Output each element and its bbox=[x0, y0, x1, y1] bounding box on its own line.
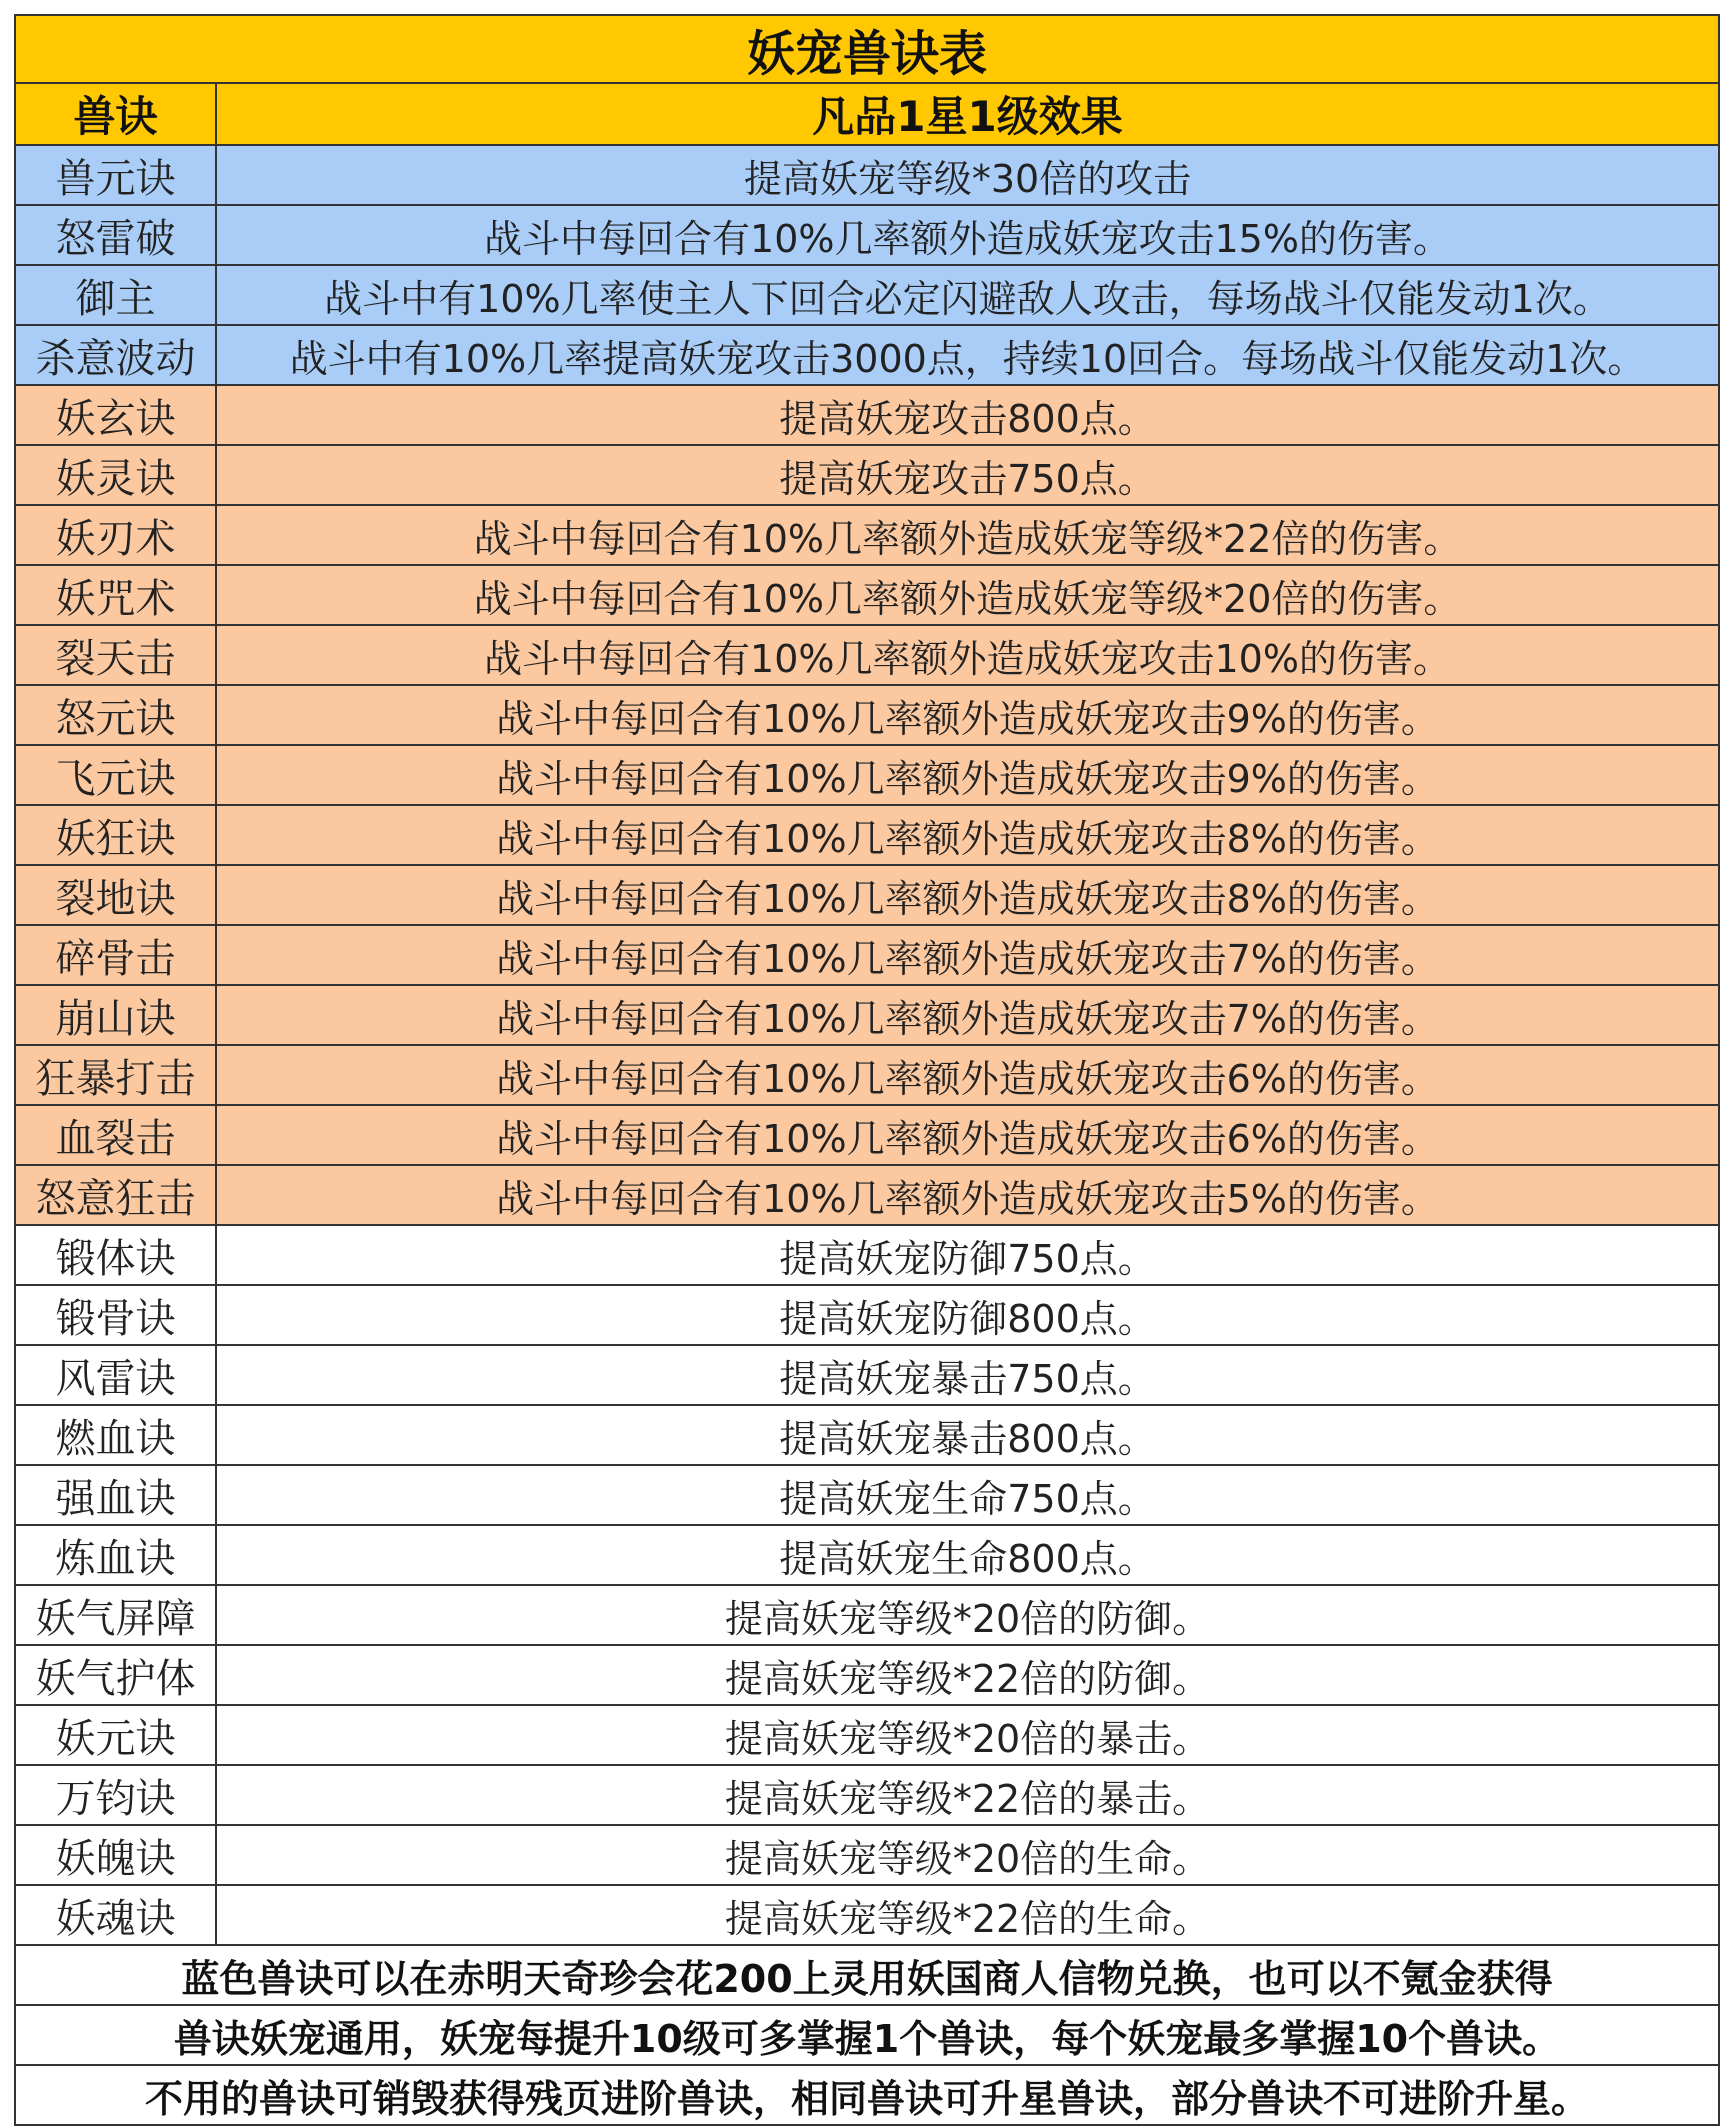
table-row bbox=[16, 1766, 1718, 1826]
skill-effect: 战斗中每回合有10%几率额外造成妖宠攻击8%的伤害。 bbox=[496, 876, 1439, 921]
table-row bbox=[16, 1826, 1718, 1886]
skill-effect: 战斗中每回合有10%几率额外造成妖宠攻击7%的伤害。 bbox=[496, 996, 1439, 1041]
table-row bbox=[16, 866, 1718, 926]
skill-name: 燃血诀 bbox=[16, 1406, 217, 1464]
skill-name: 妖咒术 bbox=[16, 566, 217, 624]
skill-name: 怒雷破 bbox=[16, 206, 217, 264]
skill-name: 妖玄诀 bbox=[16, 386, 217, 444]
table-row bbox=[16, 686, 1718, 746]
skill-effect: 提高妖宠等级*20倍的暴击。 bbox=[724, 1716, 1211, 1761]
table-header-row bbox=[16, 84, 1718, 146]
table-row bbox=[16, 1586, 1718, 1646]
column-header-name: 兽诀 bbox=[16, 84, 217, 144]
skill-name: 锻骨诀 bbox=[16, 1286, 217, 1344]
skill-name: 妖魄诀 bbox=[16, 1826, 217, 1884]
note-row bbox=[16, 2006, 1718, 2066]
table-row bbox=[16, 1046, 1718, 1106]
table-row bbox=[16, 146, 1718, 206]
skill-name: 怒元诀 bbox=[16, 686, 217, 744]
skill-name: 血裂击 bbox=[16, 1106, 217, 1164]
table-row bbox=[16, 1286, 1718, 1346]
table-row bbox=[16, 326, 1718, 386]
skill-effect: 提高妖宠攻击750点。 bbox=[779, 456, 1156, 501]
table-title-row bbox=[16, 16, 1718, 84]
skill-effect: 提高妖宠等级*22倍的暴击。 bbox=[724, 1776, 1211, 1821]
skill-name: 飞元诀 bbox=[16, 746, 217, 804]
table-row bbox=[16, 1166, 1718, 1226]
note-row bbox=[16, 1946, 1718, 2006]
skill-effect: 提高妖宠暴击800点。 bbox=[779, 1416, 1156, 1461]
skill-effect: 提高妖宠等级*30倍的攻击 bbox=[743, 156, 1192, 201]
table-row bbox=[16, 566, 1718, 626]
skill-effect: 战斗中每回合有10%几率额外造成妖宠攻击6%的伤害。 bbox=[496, 1116, 1439, 1161]
table-row bbox=[16, 626, 1718, 686]
table-row bbox=[16, 1526, 1718, 1586]
skill-name: 妖气屏障 bbox=[16, 1586, 217, 1644]
skill-name: 裂地诀 bbox=[16, 866, 217, 924]
skill-effect: 战斗中每回合有10%几率额外造成妖宠等级*22倍的伤害。 bbox=[473, 516, 1462, 561]
skill-table bbox=[14, 14, 1720, 2126]
skill-effect: 提高妖宠生命750点。 bbox=[779, 1476, 1156, 1521]
skill-name: 万钧诀 bbox=[16, 1766, 217, 1824]
skill-effect: 提高妖宠生命800点。 bbox=[779, 1536, 1156, 1581]
table-row bbox=[16, 1886, 1718, 1946]
table-row bbox=[16, 1706, 1718, 1766]
skill-name: 碎骨击 bbox=[16, 926, 217, 984]
skill-name: 怒意狂击 bbox=[16, 1166, 217, 1224]
table-row bbox=[16, 386, 1718, 446]
skill-effect: 战斗中每回合有10%几率额外造成妖宠攻击9%的伤害。 bbox=[496, 696, 1439, 741]
skill-name: 兽元诀 bbox=[16, 146, 217, 204]
skill-effect: 战斗中每回合有10%几率额外造成妖宠攻击15%的伤害。 bbox=[484, 216, 1451, 261]
skill-effect: 战斗中有10%几率提高妖宠攻击3000点，持续10回合。每场战斗仅能发动1次。 bbox=[289, 336, 1646, 381]
skill-name: 妖灵诀 bbox=[16, 446, 217, 504]
note-text: 兽诀妖宠通用，妖宠每提升10级可多掌握1个兽诀，每个妖宠最多掌握10个兽诀。 bbox=[173, 2016, 1561, 2061]
table-row bbox=[16, 1466, 1718, 1526]
skill-name: 狂暴打击 bbox=[16, 1046, 217, 1104]
table-row bbox=[16, 926, 1718, 986]
skill-effect: 提高妖宠防御800点。 bbox=[779, 1296, 1156, 1341]
table-row bbox=[16, 1106, 1718, 1166]
table-title: 妖宠兽诀表 bbox=[746, 25, 987, 82]
table-row bbox=[16, 1406, 1718, 1466]
skill-name: 炼血诀 bbox=[16, 1526, 217, 1584]
skill-name: 妖魂诀 bbox=[16, 1886, 217, 1944]
skill-effect: 提高妖宠暴击750点。 bbox=[779, 1356, 1156, 1401]
skill-effect: 提高妖宠等级*20倍的防御。 bbox=[724, 1596, 1211, 1641]
skill-name: 锻体诀 bbox=[16, 1226, 217, 1284]
skill-effect: 提高妖宠等级*20倍的生命。 bbox=[724, 1836, 1211, 1881]
skill-effect: 提高妖宠等级*22倍的生命。 bbox=[724, 1896, 1211, 1941]
skill-effect: 战斗中每回合有10%几率额外造成妖宠等级*20倍的伤害。 bbox=[473, 576, 1462, 621]
skill-name: 裂天击 bbox=[16, 626, 217, 684]
skill-effect: 战斗中每回合有10%几率额外造成妖宠攻击10%的伤害。 bbox=[484, 636, 1451, 681]
skill-effect: 提高妖宠防御750点。 bbox=[779, 1236, 1156, 1281]
skill-effect: 战斗中有10%几率使主人下回合必定闪避敌人攻击，每场战斗仅能发动1次。 bbox=[324, 276, 1611, 321]
note-text: 不用的兽诀可销毁获得残页进阶兽诀，相同兽诀可升星兽诀，部分兽诀不可进阶升星。 bbox=[144, 2076, 1589, 2121]
skill-name: 妖刃术 bbox=[16, 506, 217, 564]
skill-name: 风雷诀 bbox=[16, 1346, 217, 1404]
table-row bbox=[16, 506, 1718, 566]
note-text: 蓝色兽诀可以在赤明天奇珍会花200上灵用妖国商人信物兑换，也可以不氪金获得 bbox=[181, 1956, 1553, 2001]
table-row bbox=[16, 986, 1718, 1046]
table-row bbox=[16, 1226, 1718, 1286]
skill-name: 杀意波动 bbox=[16, 326, 217, 384]
skill-effect: 提高妖宠攻击800点。 bbox=[779, 396, 1156, 441]
skill-effect: 战斗中每回合有10%几率额外造成妖宠攻击8%的伤害。 bbox=[496, 816, 1439, 861]
skill-effect: 提高妖宠等级*22倍的防御。 bbox=[724, 1656, 1211, 1701]
skill-effect: 战斗中每回合有10%几率额外造成妖宠攻击6%的伤害。 bbox=[496, 1056, 1439, 1101]
skill-name: 御主 bbox=[16, 266, 217, 324]
skill-name: 强血诀 bbox=[16, 1466, 217, 1524]
table-row bbox=[16, 446, 1718, 506]
table-row bbox=[16, 1646, 1718, 1706]
table-row bbox=[16, 746, 1718, 806]
table-body bbox=[16, 146, 1718, 1946]
skill-name: 妖元诀 bbox=[16, 1706, 217, 1764]
table-notes bbox=[16, 1946, 1718, 2126]
column-header-effect: 凡品1星1级效果 bbox=[812, 92, 1123, 141]
note-row bbox=[16, 2066, 1718, 2126]
table-row bbox=[16, 1346, 1718, 1406]
skill-name: 妖狂诀 bbox=[16, 806, 217, 864]
skill-effect: 战斗中每回合有10%几率额外造成妖宠攻击5%的伤害。 bbox=[496, 1176, 1439, 1221]
table-row bbox=[16, 806, 1718, 866]
table-row bbox=[16, 206, 1718, 266]
skill-name: 崩山诀 bbox=[16, 986, 217, 1044]
table-row bbox=[16, 266, 1718, 326]
skill-name: 妖气护体 bbox=[16, 1646, 217, 1704]
skill-effect: 战斗中每回合有10%几率额外造成妖宠攻击7%的伤害。 bbox=[496, 936, 1439, 981]
skill-effect: 战斗中每回合有10%几率额外造成妖宠攻击9%的伤害。 bbox=[496, 756, 1439, 801]
